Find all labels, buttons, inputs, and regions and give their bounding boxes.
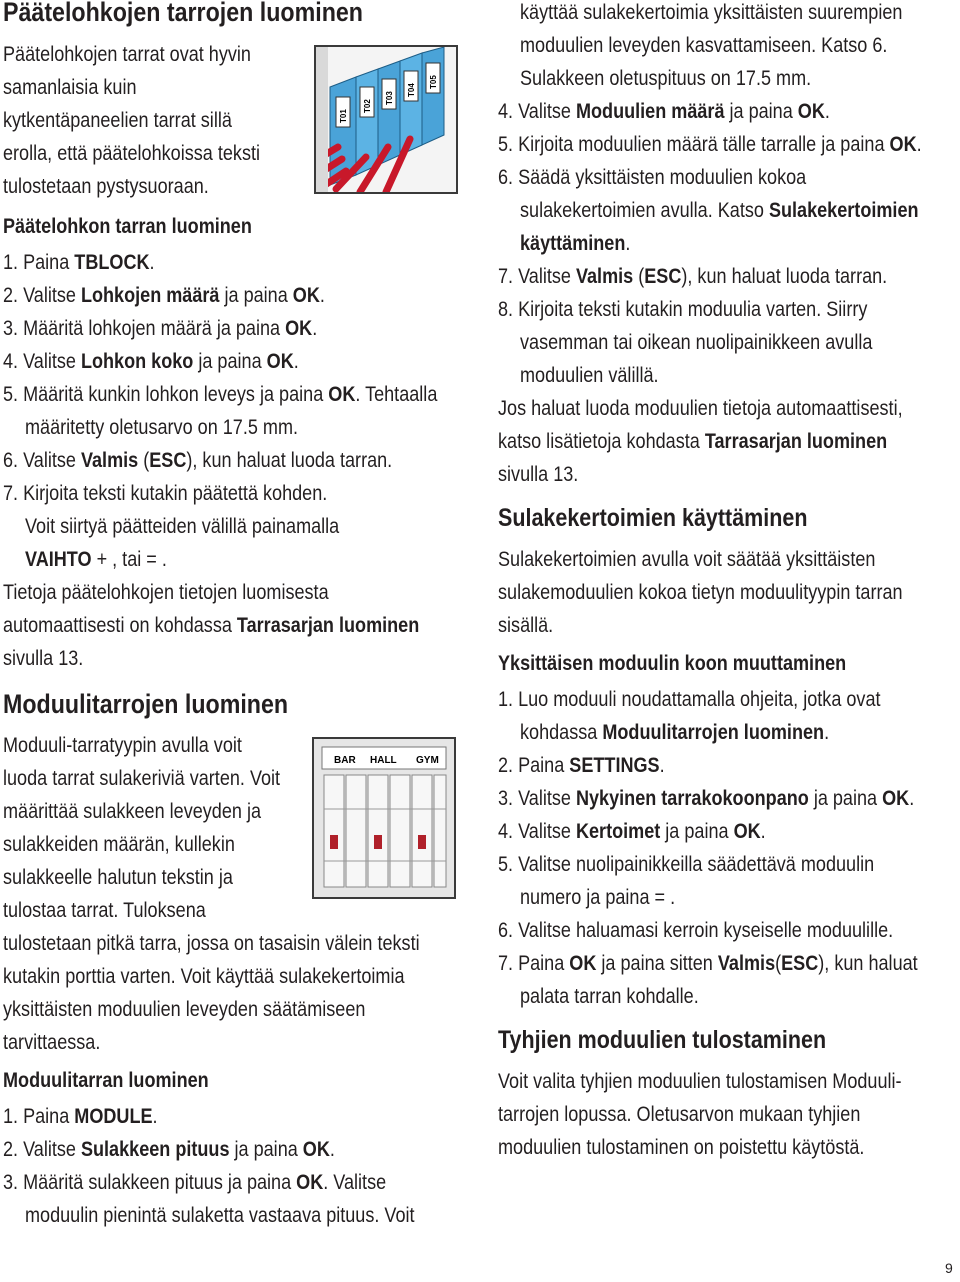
fuse-panel-illustration <box>312 737 456 899</box>
size-step-7-continued: palata tarran kohdalle. <box>520 985 699 1008</box>
module-step-3-continued: moduulin pienintä sulaketta vastaava pituus. Voit <box>25 1204 415 1227</box>
size-step-2: 2. Paina SETTINGS. <box>498 754 665 777</box>
module-label: HALL <box>370 755 397 766</box>
module-label: GYM <box>416 755 439 766</box>
terminal-block-illustration <box>314 45 458 194</box>
step-5-continued: määritetty oletusarvo on 17.5 mm. <box>25 416 299 439</box>
fuse-intro-line: sulakemoduulien kokoa tietyn moduulityypin tarran <box>498 581 903 604</box>
fuse-panel-graphic <box>314 739 454 897</box>
terminal-label: T05 <box>429 75 438 89</box>
module-intro-line: tarvittaessa. <box>3 1031 101 1054</box>
paragraph-line: Tietoja päätelohkojen tietojen luomisesta <box>3 581 329 604</box>
size-step-7: 7. Paina OK ja paina sitten Valmis(ESC), kun haluat <box>498 952 918 975</box>
module-intro-line: Moduuli-tarratyypin avulla voit <box>3 734 242 757</box>
step-3: 3. Määritä lohkojen määrä ja paina OK. <box>3 317 318 340</box>
size-step-6: 6. Valitse haluamasi kerroin kyseiselle moduulille. <box>498 919 894 942</box>
step-1: 1. Paina TBLOCK. <box>3 251 155 274</box>
terminal-label: T01 <box>339 109 348 123</box>
module-intro-line: kutakin porttia varten. Voit käyttää sulakekertoimia <box>3 965 405 988</box>
module-step-8: 8. Kirjoita teksti kutakin moduulia varten. Siirry <box>498 298 868 321</box>
subheading-create-module-label: Moduulitarran luominen <box>3 1069 209 1092</box>
terminal-label: T04 <box>407 83 416 97</box>
module-step-1: 1. Paina MODULE. <box>3 1105 158 1128</box>
size-step-1: 1. Luo moduuli noudattamalla ohjeita, jotka ovat <box>498 688 881 711</box>
paragraph-line: katso lisätietoja kohdasta Tarrasarjan luominen <box>498 430 888 453</box>
paragraph-line: automaattisesti on kohdassa Tarrasarjan luominen <box>3 614 420 637</box>
step-4: 4. Valitse Lohkon koko ja paina OK. <box>3 350 299 373</box>
fuse-intro-line: Sulakekertoimien avulla voit säätää yksittäisten <box>498 548 876 571</box>
step-7: 7. Kirjoita teksti kutakin päätettä kohden. <box>3 482 328 505</box>
intro-line: erolla, että päätelohkoissa teksti <box>3 142 261 165</box>
paragraph-line: sivulla 13. <box>498 463 579 486</box>
module-intro-line: tulostaa tarrat. Tuloksena <box>3 899 206 922</box>
terminal-label: T03 <box>385 91 394 105</box>
terminal-block-graphic <box>316 47 456 192</box>
module-step-6-continued: sulakekertoimien avulla. Katso Sulakekertoimien <box>520 199 919 222</box>
module-step-4: 4. Valitse Moduulien määrä ja paina OK. <box>498 100 830 123</box>
module-intro-line: tulostetaan pitkä tarra, jossa on tasaisin välein teksti <box>3 932 420 955</box>
section-title-terminal-block: Päätelohkojen tarrojen luominen <box>3 0 363 27</box>
empty-modules-line: Voit valita tyhjien moduulien tulostamisen Moduuli- <box>498 1070 902 1093</box>
size-step-5: 5. Valitse nuolipainikkeilla säädettävä moduulin <box>498 853 875 876</box>
step-7-keys: VAIHTO + , tai = . <box>25 548 167 571</box>
paragraph-line: sivulla 13. <box>3 647 84 670</box>
intro-line: samanlaisia kuin <box>3 76 137 99</box>
section-title-module-labels: Moduulitarrojen luominen <box>3 689 289 719</box>
page-number: 9 <box>945 1260 953 1276</box>
section-title-empty-modules: Tyhjien moduulien tulostaminen <box>498 1026 827 1054</box>
subheading-create-terminal-block-label: Päätelohkon tarran luominen <box>3 215 252 238</box>
size-step-4: 4. Valitse Kertoimet ja paina OK. <box>498 820 766 843</box>
fuse-intro-line: sisällä. <box>498 614 554 637</box>
module-intro-line: sulakkeelle halutun tekstin ja <box>3 866 233 889</box>
subheading-change-module-size: Yksittäisen moduulin koon muuttaminen <box>498 652 847 675</box>
module-step-3: 3. Määritä sulakkeen pituus ja paina OK. Valitse <box>3 1171 387 1194</box>
empty-modules-line: tarrojen lopussa. Oletusarvon mukaan tyhjien <box>498 1103 861 1126</box>
step-2: 2. Valitse Lohkojen määrä ja paina OK. <box>3 284 325 307</box>
size-step-1-continued: kohdassa Moduulitarrojen luominen. <box>520 721 830 744</box>
module-step-8-continued: moduulien välillä. <box>520 364 659 387</box>
step-3-continued: Sulakkeen oletuspituus on 17.5 mm. <box>520 67 812 90</box>
module-intro-line: yksittäisten moduulien leveyden säätämiseen <box>3 998 366 1021</box>
intro-line: kytkentäpaneelien tarrat sillä <box>3 109 232 132</box>
module-label: BAR <box>334 755 356 766</box>
empty-modules-line: moduulien tulostaminen on poistettu käytöstä. <box>498 1136 865 1159</box>
size-step-3: 3. Valitse Nykyinen tarrakokoonpano ja paina OK. <box>498 787 915 810</box>
step-7-continued: Voit siirtyä päätteiden välillä painamalla <box>25 515 340 538</box>
step-3-continued: käyttää sulakekertoimia yksittäisten suurempien <box>520 1 903 24</box>
module-step-8-continued: vasemman tai oikean nuolipainikkeen avulla <box>520 331 873 354</box>
module-step-6-continued: käyttäminen. <box>520 232 631 255</box>
step-3-continued: moduulien leveyden kasvattamiseen. Katso 6. <box>520 34 888 57</box>
paragraph-line: Jos haluat luoda moduulien tietoja automaattisesti, <box>498 397 903 420</box>
module-intro-line: määrittää sulakkeen leveyden ja <box>3 800 262 823</box>
module-intro-line: sulakkeiden määrän, kullekin <box>3 833 235 856</box>
fuse-modules <box>324 775 446 887</box>
size-step-5-continued: numero ja paina = . <box>520 886 676 909</box>
step-5: 5. Määritä kunkin lohkon leveys ja paina OK. Tehtaalla <box>3 383 438 406</box>
terminal-label: T02 <box>363 99 372 113</box>
step-6: 6. Valitse Valmis (ESC), kun haluat luoda tarran. <box>3 449 393 472</box>
module-step-6: 6. Säädä yksittäisten moduulien kokoa <box>498 166 807 189</box>
module-intro-line: luoda tarrat sulakeriviä varten. Voit <box>3 767 281 790</box>
intro-line: tulostetaan pystysuoraan. <box>3 175 209 198</box>
section-title-fuse-multipliers: Sulakekertoimien käyttäminen <box>498 504 808 532</box>
module-step-5: 5. Kirjoita moduulien määrä tälle tarralle ja paina OK. <box>498 133 922 156</box>
module-step-7: 7. Valitse Valmis (ESC), kun haluat luoda tarran. <box>498 265 888 288</box>
module-step-2: 2. Valitse Sulakkeen pituus ja paina OK. <box>3 1138 335 1161</box>
intro-line: Päätelohkojen tarrat ovat hyvin <box>3 43 251 66</box>
